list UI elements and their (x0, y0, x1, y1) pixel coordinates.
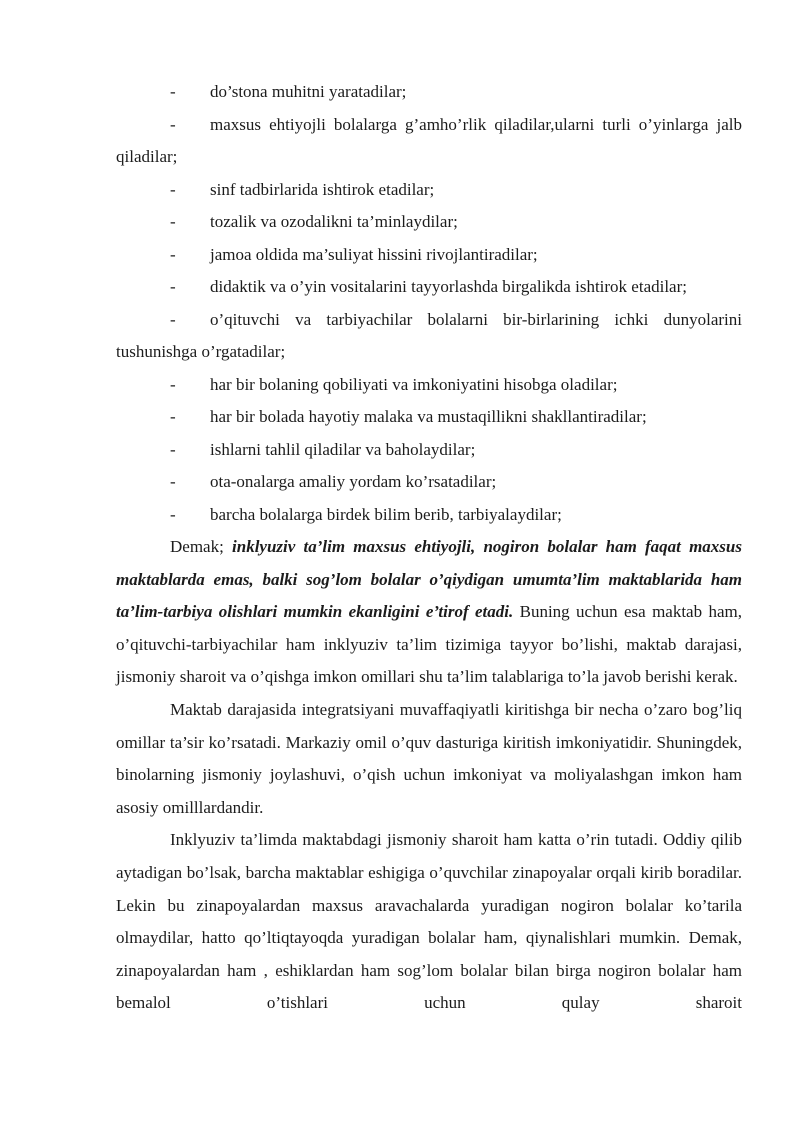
list-item (116, 369, 742, 402)
paragraph-conclusion (116, 531, 742, 694)
list-item (116, 174, 742, 207)
paragraph-lead: Demak; (170, 537, 233, 556)
list-item-text: har bir bolaning qobiliyati va imkoniyatini hisobga oladilar; (210, 374, 618, 394)
list-item-text: ota-onalarga amaliy yordam ko’rsatadilar; (210, 472, 497, 491)
list-dash: - (170, 212, 176, 231)
list-item (116, 466, 742, 499)
list-item (116, 271, 742, 304)
list-item (116, 304, 742, 369)
list-dash: - (170, 114, 176, 134)
list-dash: - (170, 309, 176, 329)
list-dash: - (170, 244, 176, 264)
list-dash: - (170, 277, 176, 296)
list-item-text: o’qituvchi va tarbiyachilar bolalarni bir-birlarining ichki dunyolarini tushunishga o’rgatadilar; (116, 309, 742, 361)
list-item-text: sinf tadbirlarida ishtirok etadilar; (210, 179, 435, 199)
list-item-text: didaktik va o’yin vositalarini tayyorlashda birgalikda ishtirok etadilar; (210, 277, 687, 296)
list-dash: - (170, 407, 176, 426)
list-item-text: barcha bolalarga birdek bilim berib, tarbiyalaydilar; (210, 504, 562, 524)
list-item-text: ishlarni tahlil qiladilar va baholaydilar; (210, 439, 476, 459)
list-item (116, 239, 742, 272)
list-item (116, 499, 742, 532)
list-dash: - (170, 179, 176, 199)
list-dash: - (170, 504, 176, 524)
list-item (116, 76, 742, 109)
list-dash: - (170, 82, 176, 101)
list-item-text: do’stona muhitni yaratadilar; (210, 82, 407, 101)
list-item (116, 434, 742, 467)
list-item (116, 206, 742, 239)
paragraph-continuation: Buning uchun esa maktab ham, o’qituvchi-tarbiyachilar ham inklyuziv ta’lim tizimiga tayyor bo’lishi, maktab darajasi, jismoniy sharoit va o’qishga imkon omillari shu ta’lim talablariga to’la javob berishi kerak. (116, 602, 742, 687)
list-dash: - (170, 472, 176, 491)
list-item (116, 109, 742, 174)
list-item-text: tozalik va ozodalikni ta’minlaydilar; (210, 212, 458, 231)
paragraph-integration: Maktab darajasida integratsiyani muvaffaqiyatli kiritishga bir necha o’zaro bog’liq omillar ta’sir ko’rsatadi. Markaziy omil o’quv dasturiga kiritish imkoniyatidir. Shuningdek, binolarning jismoniy joylashuvi, o’qish uchun imkoniyat va moliyalashgan imkon ham asosiy omilllardandir. (116, 699, 742, 817)
list-item-text: jamoa oldida ma’suliyat hissini rivojlantiradilar; (210, 244, 538, 264)
emphasized-statement: inklyuziv ta’lim maxsus ehtiyojli, nogiron bolalar ham faqat maxsus maktablarda emas, balki sog’lom bolalar o’qiydigan umumta’lim maktablarida ham ta’lim-tarbiya olishlari mumkin ekanligini e’tirof etadi. (116, 537, 742, 622)
text-body (116, 76, 742, 1020)
paragraph-physical-conditions: Inklyuziv ta’limda maktabdagi jismoniy sharoit ham katta o’rin tutadi. Oddiy qilib aytadigan bo’lsak, barcha maktablar eshigiga o’quvchilar zinapoyalar orqali kirib boradilar. Lekin bu zinapoyalardan maxsus aravachalarda yuradigan nogiron bolalar ko’tarila olmaydilar, hatto qo’ltiqtayoqda yuradigan bolalar ham, qiynalishlari mumkin. Demak, zinapoyalardan ham , eshiklardan ham sog’lom bolalar bilan birga nogiron bolalar ham bemalol o’tishlari uchun qulay sharoit (116, 830, 742, 1013)
list-item-text: maxsus ehtiyojli bolalarga g’amho’rlik qiladilar,ularni turli o’yinlarga jalb qiladilar; (116, 114, 742, 166)
list-dash: - (170, 374, 176, 394)
list-item (116, 401, 742, 434)
list-dash: - (170, 439, 176, 459)
list-item-text: har bir bolada hayotiy malaka va mustaqillikni shakllantiradilar; (210, 407, 647, 426)
